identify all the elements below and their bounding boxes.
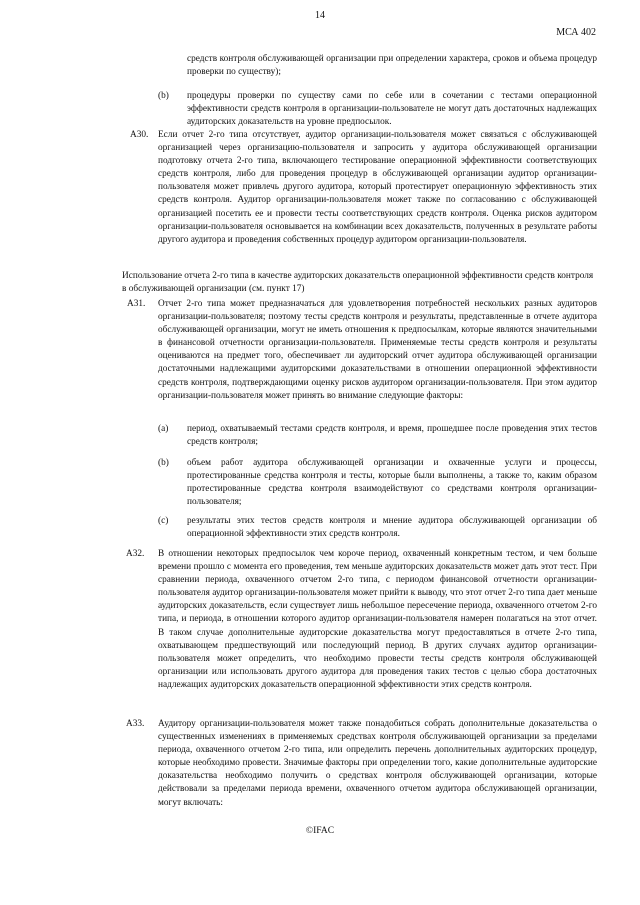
item-label-c: (c) (158, 516, 169, 526)
paragraph-a31: Отчет 2-го типа может предназначаться для удовлетворения потребностей нескольких разных аудиторов организации-пользователя; поэтому тесты средств контроля и результаты, представленные в отчете аудитора обслуживающей организации, могут не иметь отношения к предпосылкам, которые являются значительными в финансовой отчетности организации-пользователя. Применяемые тесты средств контроля и результаты оцениваются на предмет того, обеспечивает ли аудиторский отчет аудитора обслуживающей организации достаточными надлежащими аудиторскими доказательствами в отношении операционной эффективности средств контроля, подтверждающими оценку рисков аудитором организации-пользователя. При этом аудитор организации-пользователя может принять во внимание следующие факторы: (158, 299, 597, 401)
paragraph-label-a31: A31. (127, 299, 146, 309)
item-text-b2: объем работ аудитора обслуживающей организации и охваченные услуги и процессы, протестированные средства контроля и тесты, которые были выполнены, а также то, каким образом протестированные средства контроля взаимодействуют со средствами контроля организации-пользователя; (187, 458, 597, 508)
document-code: МСА 402 (556, 27, 596, 38)
item-text-c: результаты этих тестов средств контроля и мнение аудитора обслуживающей организации об операционной эффективности этих средств контроля. (187, 516, 597, 540)
copyright-footer: ©IFAC (305, 826, 335, 836)
paragraph-a33: Аудитору организации-пользователя может также понадобиться собрать дополнительные доказательства о существенных изменениях в применяемых средствах контроля обслуживающей организации за пределами периода, охваченного отчетом 2-го типа, или определить перечень дополнительных аудиторских процедур, которые необходимо провести. Значимые факторы при определении того, какие дополнительные аудиторские доказательства необходимо получить о средствах контроля обслуживающей организации, которые действовали за пределами периода времени, охваченного отчетом аудитора обслуживающей организации, могут включать: (158, 719, 597, 808)
paragraph-a32: В отношении некоторых предпосылок чем короче период, охваченный конкретным тестом, и чем больше времени прошло с момента его проведения, тем меньше аудиторских доказательств может дать этот тест. При сравнении периода, охваченного отчетом 2-го типа, с периодом финансовой отчетности организации-пользователя аудитор организации-пользователя может прийти к выводу, что этот отчет 2-го типа дает меньше аудиторских доказательств, если существует лишь небольшое пересечение периода, охваченного отчетом 2-го типа, и периода, в отношении которого аудитор организации-пользователя намерен полагаться на этот отчет. В таком случае дополнительные аудиторские доказательства могут предоставляться в отчете 2-го типа, охватывающем предшествующий или последующий период. В других случаях аудитор организации-пользователя может определить, что необходимо провести тесты средств контроля обслуживающей организации или использовать другого аудитора для проведения таких тестов с целью сбора достаточных надлежащих аудиторских доказательств операционной эффективности этих средств контроля. (158, 549, 597, 690)
item-label-b2: (b) (158, 458, 169, 468)
item-text-b: процедуры проверки по существу сами по себе или в сочетании с тестами операционной эффективности средств контроля в организации-пользователе не могут дать достаточных надлежащих аудиторских доказательств на уровне предпосылок. (187, 91, 597, 128)
paragraph-label-a33: A33. (126, 719, 145, 729)
item-text-a: период, охватываемый тестами средств контроля, и время, прошедшее после проведения этих тестов средств контроля; (187, 424, 597, 448)
item-label-b: (b) (158, 91, 169, 101)
section-heading: Использование отчета 2-го типа в качестве аудиторских доказательств операционной эффективности средств контроля в обслуживающей организации (см. пункт 17) (122, 271, 594, 295)
item-label-a: (a) (158, 424, 169, 434)
paragraph-label-a30: A30. (130, 130, 149, 140)
page-number: 14 (315, 10, 325, 21)
continuation-text: средств контроля обслуживающей организации при определении характера, сроков и объема процедур проверки по существу); (187, 54, 597, 78)
paragraph-label-a32: A32. (126, 549, 145, 559)
paragraph-a30: Если отчет 2-го типа отсутствует, аудитор организации-пользователя может связаться с обслуживающей организацией через организацию-пользователя и запросить у аудитора обслуживающей организации подготовку отчета 2-го типа, включающего тестирование операционной эффективности соответствующих средств контроля, либо для проведения процедур в обслуживающей организации аудитор организации-пользователя может привлечь другого аудитора, который протестирует операционную эффективность этих средств контроля. Аудитор организации-пользователя может также по согласованию с обслуживающей организацией посетить ее и провести тесты соответствующих средств контроля. Оценка рисков аудитором организации-пользователя основывается на комбинации всех доказательств, полученных в результате работы другого аудитора и проведения собственных процедур аудитором организации-пользователя. (158, 130, 597, 245)
